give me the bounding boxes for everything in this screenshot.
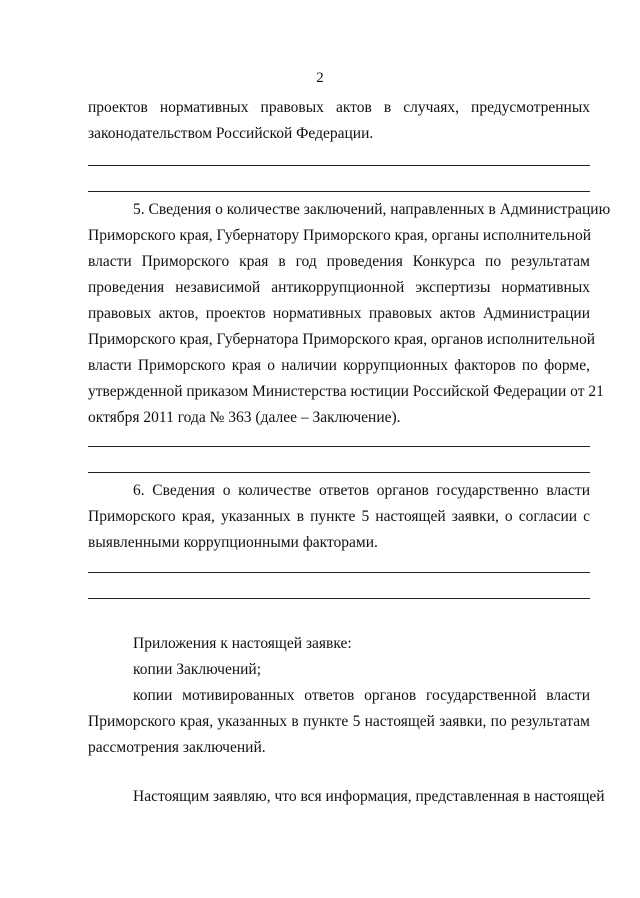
declaration-paragraph [88,787,605,807]
text-line: правовых актов, проектов нормативных правовых актов Администрации [88,305,590,322]
attachment-item: копии Заключений; [133,661,262,678]
text-line: проведения независимой антикоррупционной экспертизы нормативных [88,279,590,296]
blank-answer-line [88,472,590,473]
text-line: власти Приморского края о наличии коррупционных факторов по форме, [88,357,590,374]
attachments-section [88,634,590,758]
text-line: 5. Сведения о количестве заключений, направленных в Администрацию [133,201,611,218]
text-line: проектов нормативных правовых актов в случаях, предусмотренных [88,99,590,116]
text-line: законодательством Российской Федерации. [88,125,374,142]
text-line: власти Приморского края в год проведения Конкурса по результатам [88,253,590,270]
text-line: Приморского края, Губернатору Приморского края, органы исполнительной [88,227,592,244]
blank-answer-line [88,165,590,166]
text-line: 6. Сведения о количестве ответов органов государственно власти [133,482,590,499]
text-line: выявленными коррупционными факторами. [88,534,378,551]
blank-answer-line [88,598,590,599]
text-line: рассмотрения заключений. [88,739,266,756]
text-line: Приморского края, указанных в пункте 5 настоящей заявки, о согласии с [88,508,590,525]
paragraph-item-6 [88,481,590,553]
blank-answer-line [88,572,590,573]
text-line: Приморского края, Губернатора Приморского края, органов исполнительной [88,331,596,348]
blank-answer-line [88,191,590,192]
paragraph-item-5 [88,200,611,428]
text-line: октября 2011 года № 363 (далее – Заключение). [88,409,401,426]
text-line: Настоящим заявляю, что вся информация, представленная в настоящей [133,788,605,805]
blank-answer-line [88,446,590,447]
text-line: утвержденной приказом Министерства юстиции Российской Федерации от 21 [88,383,604,400]
paragraph-continuation [88,98,590,144]
text-line: Приморского края, указанных в пункте 5 настоящей заявки, по результатам [88,713,590,730]
attachments-heading: Приложения к настоящей заявке: [133,635,352,652]
page-number: 2 [316,70,324,86]
attachment-item: копии мотивированных ответов органов государственной власти [133,687,590,704]
